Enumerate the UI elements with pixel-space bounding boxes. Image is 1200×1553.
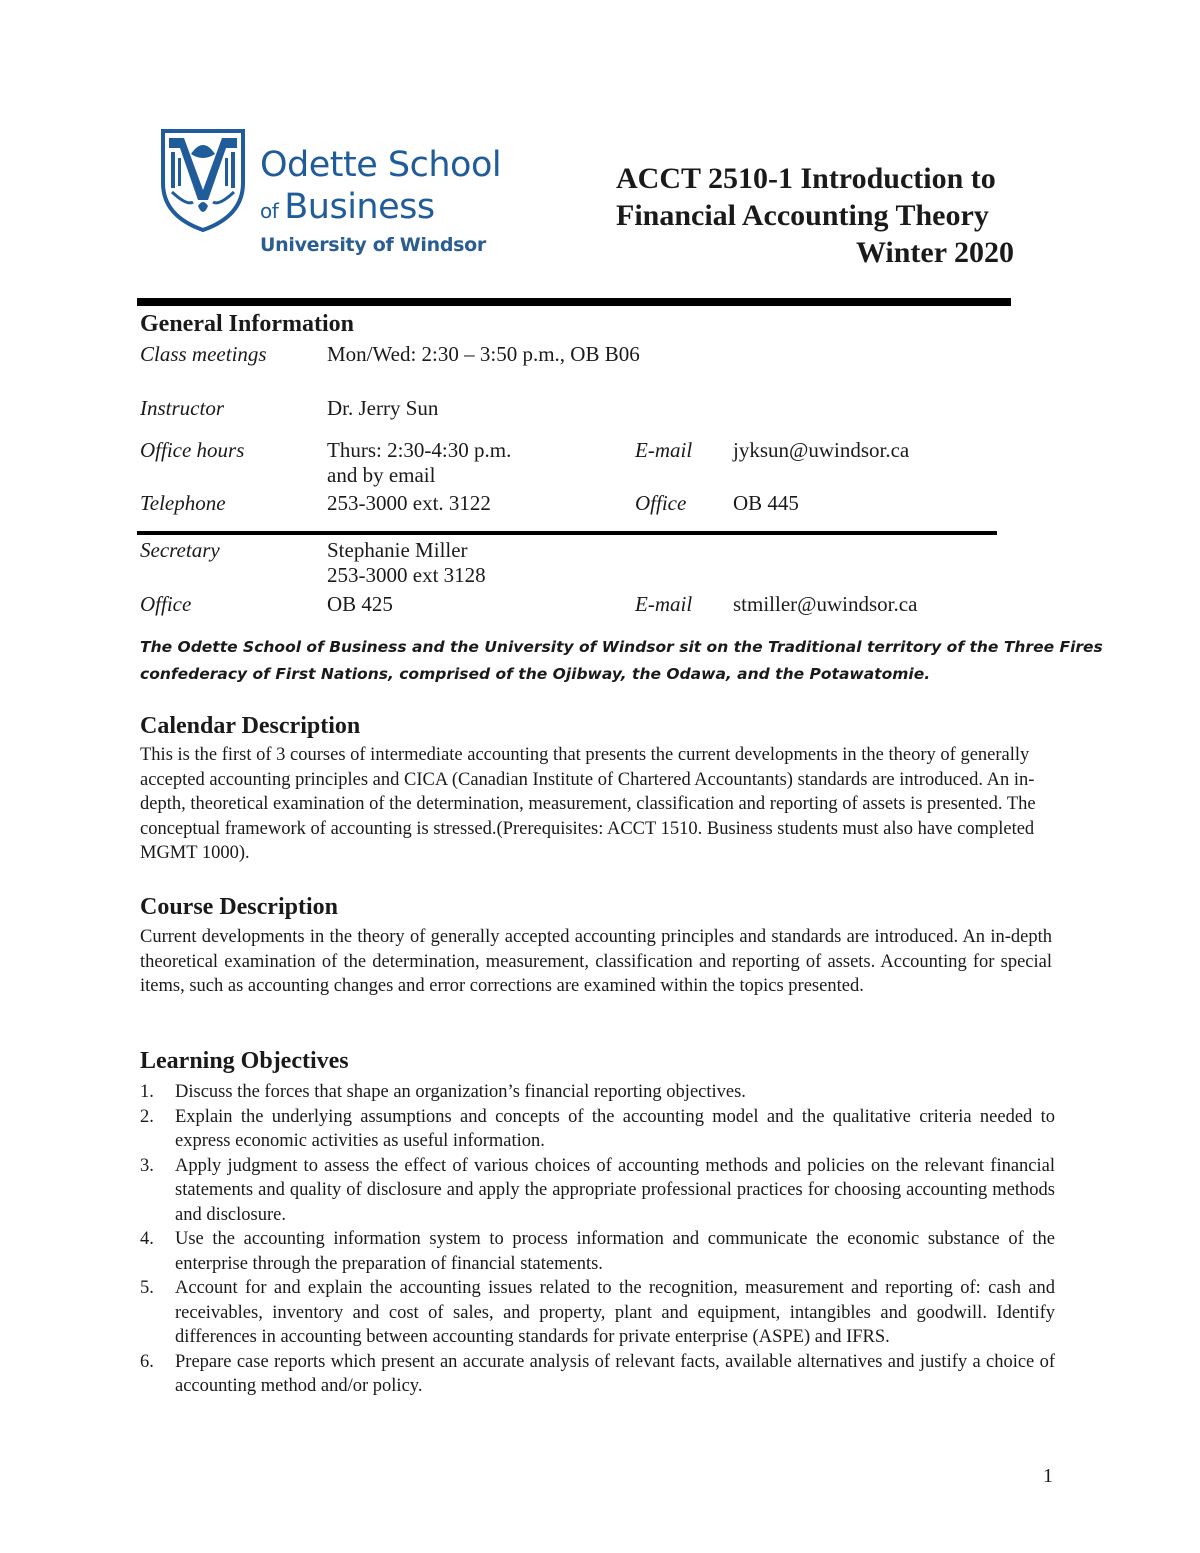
course-title-line-1: ACCT 2510-1 Introduction to: [616, 162, 996, 195]
list-item-number: 5.: [140, 1278, 154, 1298]
list-item-number: 1.: [140, 1082, 154, 1102]
office-hours-label: Office hours: [140, 438, 245, 462]
secretary-email-label: E-mail: [635, 592, 693, 616]
list-item: [140, 1276, 1055, 1350]
info-divider: [137, 531, 997, 535]
list-item: [140, 1105, 1055, 1154]
instructor-email-value[interactable]: jyksun@uwindsor.ca: [733, 438, 910, 462]
odette-logo: [160, 128, 505, 264]
list-item-number: 2.: [140, 1106, 154, 1127]
course-description-text: Current developments in the theory of generally accepted accounting principles and standards are introduced. An in-depth theoretical examination of the determination, measurement, classification and reporting of assets. Accounting for special items, such as accounting changes and error corrections are examined within the topics presented.: [140, 927, 1052, 996]
list-item-number: 6.: [140, 1351, 154, 1372]
logo-line-3: University of Windsor: [260, 234, 486, 256]
list-item: [140, 1154, 1055, 1228]
course-description-heading: Course Description: [140, 894, 338, 920]
list-item-text: Explain the underlying assumptions and concepts of the accounting model and the qualitative criteria needed to express economic activities as useful information.: [175, 1106, 1055, 1151]
course-title: [616, 160, 1016, 271]
office-hours-value: [327, 438, 511, 488]
learning-objectives-list: [140, 1080, 1055, 1399]
general-information-heading: General Information: [140, 311, 354, 337]
course-title-term: Winter 2020: [855, 236, 1014, 269]
logo-line-2: [260, 187, 435, 227]
instructor-email-label: E-mail: [635, 438, 693, 462]
land-acknowledgement-line-1: The Odette School of Business and the University of Windsor sit on the Traditional territory of the Three Fires: [140, 638, 1103, 656]
telephone-value: 253-3000 ext. 3122: [327, 491, 491, 515]
header-divider: [137, 298, 1011, 306]
land-acknowledgement-line-2: confederacy of First Nations, comprised of the Ojibway, the Odawa, and the Potawatomie.: [140, 665, 931, 683]
list-item-text: Use the accounting information system to process information and communicate the economic substance of the enterprise through the preparation of financial statements.: [175, 1229, 1055, 1274]
instructor-label: Instructor: [140, 396, 224, 420]
secretary-name: Stephanie Miller: [327, 538, 468, 562]
calendar-description-heading: Calendar Description: [140, 713, 361, 739]
list-item: [140, 1227, 1055, 1276]
logo-line-1: Odette School: [260, 145, 502, 185]
secretary-label: Secretary: [140, 538, 220, 562]
list-item: [140, 1350, 1055, 1399]
instructor-value: Dr. Jerry Sun: [327, 396, 439, 420]
telephone-label: Telephone: [140, 491, 226, 515]
secretary-office-label: Office: [140, 592, 192, 616]
list-item: [140, 1080, 1055, 1105]
class-meetings-value: Mon/Wed: 2:30 – 3:50 p.m., OB B06: [327, 342, 640, 366]
list-item-text: Account for and explain the accounting issues related to the recognition, measurement and reporting of: cash and receivables, inventory and cost of sales, and property, plant and equipment, intangibles and goodwill. Identify differences in accounting between accounting standards for private enterprise (ASPE) and IFRS.: [175, 1278, 1055, 1347]
logo-business: Business: [284, 187, 435, 227]
list-item-text: Discuss the forces that shape an organization’s financial reporting objectives.: [175, 1082, 746, 1102]
office-value: OB 445: [733, 491, 799, 515]
class-meetings-label: Class meetings: [140, 342, 267, 366]
land-acknowledgement: [140, 634, 1115, 688]
secretary-office-value: OB 425: [327, 592, 393, 616]
list-item-text: Prepare case reports which present an accurate analysis of relevant facts, available alternatives and justify a choice of accounting method and/or policy.: [175, 1351, 1055, 1396]
calendar-description-text: This is the first of 3 courses of intermediate accounting that presents the current developments in the theory of generally accepted accounting principles and CICA (Canadian Institute of Chartered Accountants) standards are introduced. An in-depth, theoretical examination of the determination, measurement, classification and reporting of assets is presented. The conceptual framework of accounting is stressed.(Prerequisites: ACCT 1510. Business students must also have completed MGMT 1000).: [140, 745, 1036, 863]
secretary-value: [327, 538, 486, 588]
secretary-email-value[interactable]: stmiller@uwindsor.ca: [733, 592, 918, 616]
logo-of: of: [260, 199, 279, 223]
list-item-number: 4.: [140, 1229, 154, 1249]
list-item-number: 3.: [140, 1155, 154, 1176]
office-hours-line-1: Thurs: 2:30-4:30 p.m.: [327, 438, 512, 462]
university-crest-icon: [160, 128, 246, 232]
office-label: Office: [635, 491, 687, 515]
page-number: 1: [1043, 1465, 1053, 1487]
secretary-phone: 253-3000 ext 3128: [327, 563, 486, 587]
list-item-text: Apply judgment to assess the effect of various choices of accounting methods and policies on the relevant financial statements and quality of disclosure and apply the appropriate professional practices for choosing accounting methods and disclosure.: [175, 1155, 1055, 1225]
learning-objectives-heading: Learning Objectives: [140, 1048, 349, 1074]
office-hours-line-2: and by email: [327, 463, 436, 487]
course-title-line-2: Financial Accounting Theory: [616, 199, 989, 232]
